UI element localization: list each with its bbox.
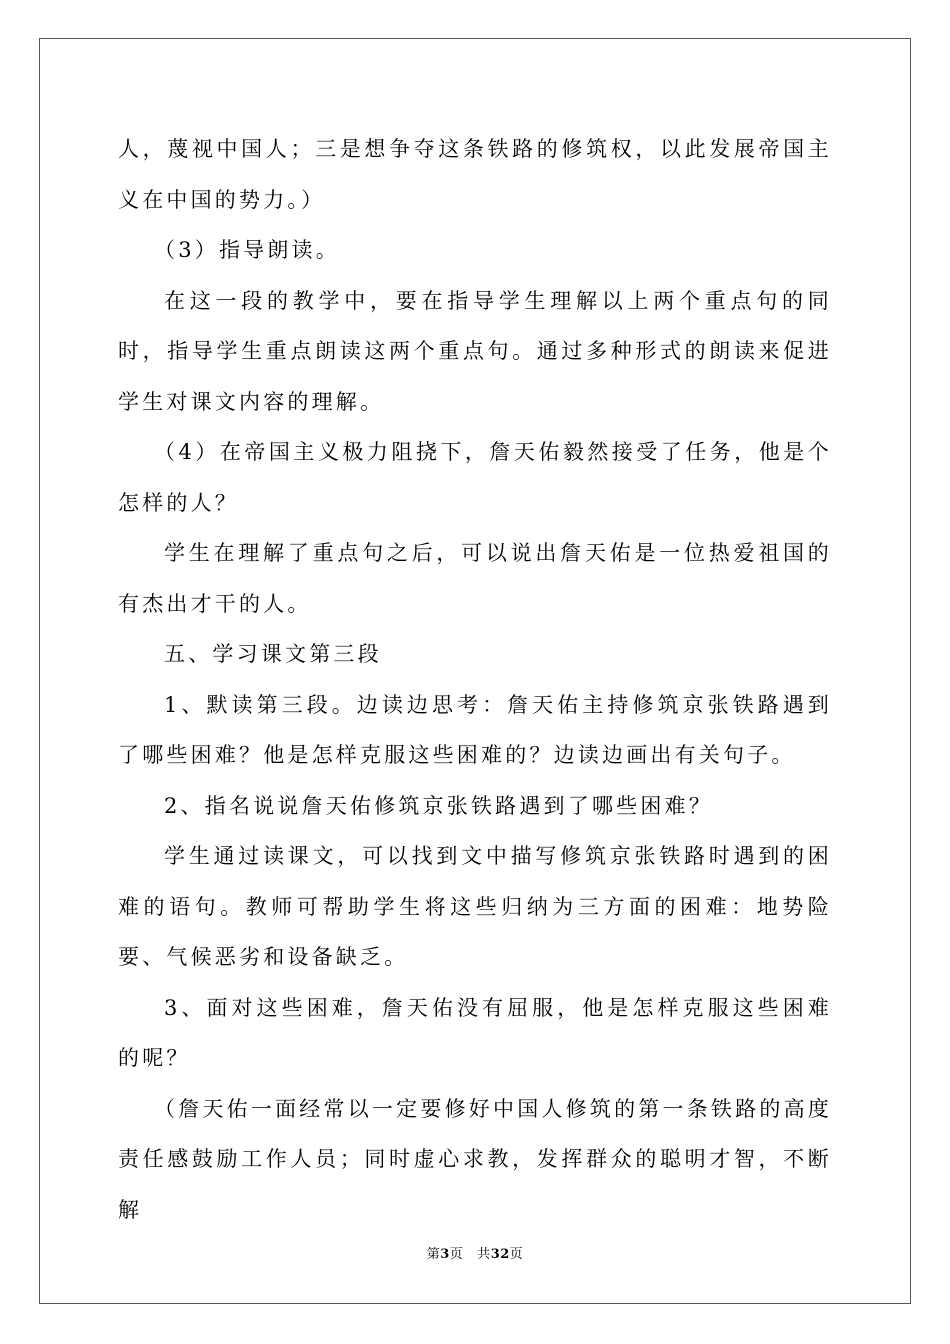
paragraph-4: （4）在帝国主义极力阻挠下，詹天佑毅然接受了任务，他是个怎样的人？ (118, 440, 832, 515)
paragraph-7: 1、默读第三段。边读边思考：詹天佑主持修筑京张铁路遇到了哪些困难？他是怎样克服这些困难的？边读边画出有关句子。 (118, 692, 832, 767)
total-suffix: 页 (509, 1247, 524, 1262)
paragraph-5: 学生在理解了重点句之后，可以说出詹天佑是一位热爱祖国的有杰出才干的人。 (118, 541, 832, 616)
page-prefix: 第 (426, 1247, 441, 1262)
total-prefix: 共 (477, 1247, 491, 1262)
paragraph-9: 学生通过读课文，可以找到文中描写修筑京张铁路时遇到的困难的语句。教师可帮助学生将这些归纳为三方面的困难：地势险要、气候恶劣和设备缺乏。 (118, 844, 832, 969)
paragraph-3: 在这一段的教学中，要在指导学生理解以上两个重点句的同时，指导学生重点朗读这两个重点句。通过多种形式的朗读来促进学生对课文内容的理解。 (118, 288, 832, 414)
page-number: 3 (440, 1247, 450, 1262)
paragraph-10: 3、面对这些困难，詹天佑没有屈服，他是怎样克服这些困难的呢？ (118, 995, 832, 1070)
document-body (118, 124, 832, 1235)
total-pages: 32 (490, 1247, 510, 1262)
page-suffix: 页 (449, 1247, 464, 1262)
paragraph-2: （3）指导朗读。 (154, 238, 340, 262)
paragraph-8: 2、指名说说詹天佑修筑京张铁路遇到了哪些困难？ (164, 793, 713, 818)
section-heading: 五、学习课文第三段 (164, 642, 382, 666)
paragraph-1: 人，蔑视中国人；三是想争夺这条铁路的修筑权，以此发展帝国主义在中国的势力。） (118, 137, 832, 212)
paragraph-11: （詹天佑一面经常以一定要修好中国人修筑的第一条铁路的高度责任感鼓励工作人员；同时虚心求教，发挥群众的聪明才智，不断解 (118, 1096, 832, 1222)
page-footer (0, 1243, 950, 1262)
